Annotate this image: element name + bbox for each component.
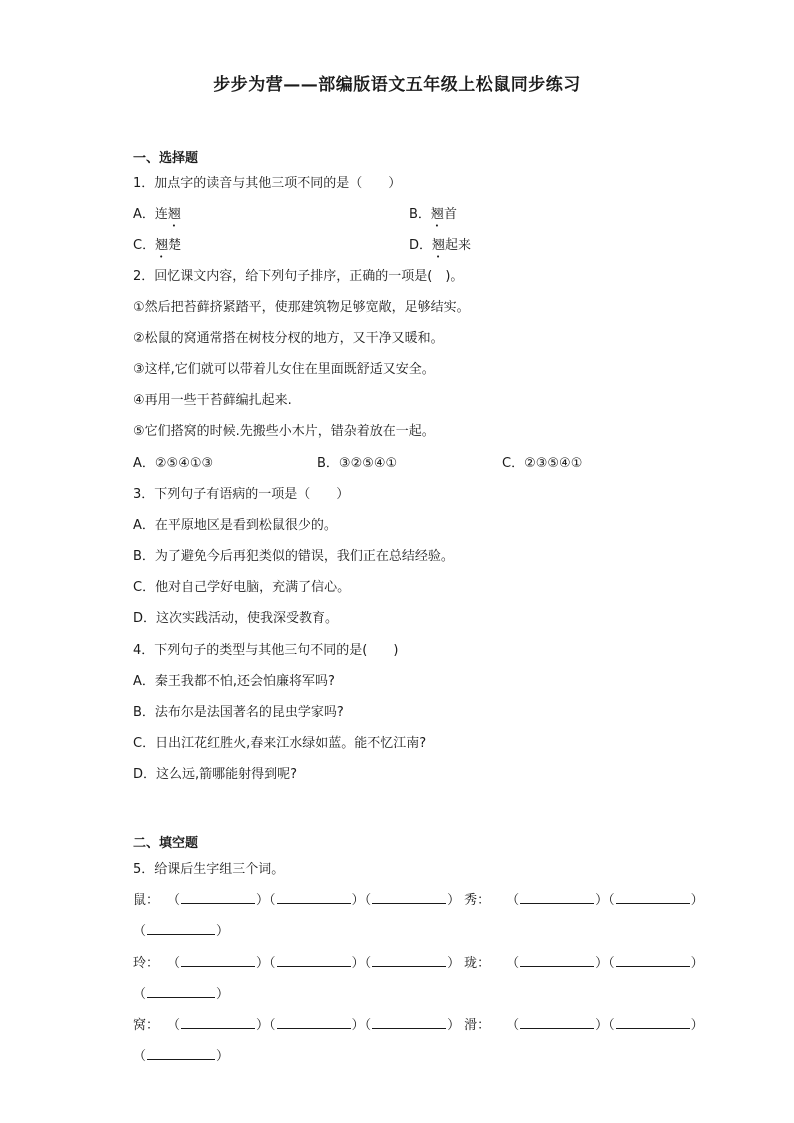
answer-blank[interactable]: [372, 954, 446, 967]
q1-option-d: D．翘起来: [409, 238, 472, 253]
answer-blank[interactable]: [277, 891, 351, 904]
section-heading-choice: 一、选择题: [133, 151, 199, 166]
q2-option-c: C．②③⑤④①: [502, 456, 583, 471]
answer-blank[interactable]: [372, 891, 446, 904]
q3-option-a: A．在平原地区是看到松鼠很少的。: [133, 518, 337, 533]
q5-row-3: 窝： （ ）（ ）（ ） 滑： （ ）（ ）: [133, 1014, 704, 1033]
answer-blank[interactable]: [616, 891, 690, 904]
q2-sentence-3: ③这样,它们就可以带着儿女住在里面既舒适又安全。: [133, 362, 435, 377]
answer-blank[interactable]: [181, 891, 255, 904]
q2-stem: 2．回忆课文内容，给下列句子排序，正确的一项是( )。: [133, 269, 464, 284]
q5-row-3-wrap: （ ）: [133, 1049, 230, 1064]
q1-option-c: C．翘楚: [133, 238, 182, 253]
section-heading-fill: 二、填空题: [133, 836, 199, 851]
q2-sentence-5: ⑤它们搭窝的时候.先搬些小木片，错杂着放在一起。: [133, 424, 435, 439]
answer-blank[interactable]: [372, 1016, 446, 1029]
q5-row-2: 玲： （ ）（ ）（ ） 珑： （ ）（ ）: [133, 952, 704, 971]
answer-blank[interactable]: [181, 954, 255, 967]
answer-blank[interactable]: [277, 954, 351, 967]
q2-option-a: A．②⑤④①③: [133, 456, 214, 471]
q5-row-2-char-2: 珑：: [464, 956, 491, 971]
q3-option-d: D．这次实践活动，使我深受教育。: [133, 611, 339, 626]
q5-row-2-wrap: （ ）: [133, 987, 230, 1002]
q4-option-c: C．日出江花红胜火,春来江水绿如蓝。能不忆江南?: [133, 736, 427, 751]
q5-row-1-char-1: 鼠：: [133, 893, 160, 908]
answer-blank[interactable]: [520, 954, 594, 967]
answer-blank[interactable]: [147, 1047, 215, 1060]
q5-row-1-char-2: 秀：: [464, 893, 491, 908]
q4-option-d: D．这么远,箭哪能射得到呢?: [133, 767, 298, 782]
q1-option-b: B．翘首: [409, 207, 457, 222]
q3-option-b: B．为了避免今后再犯类似的错误，我们正在总结经验。: [133, 549, 454, 564]
q4-option-a: A．秦王我都不怕,还会怕廉将军吗?: [133, 674, 335, 689]
q5-row-3-char-2: 滑：: [464, 1018, 491, 1033]
q5-row-1: 鼠： （ ）（ ）（ ） 秀： （ ）（ ）: [133, 889, 704, 908]
document-title: 步步为营——部编版语文五年级上松鼠同步练习: [213, 75, 581, 95]
q2-sentence-2: ②松鼠的窝通常搭在树枝分杈的地方，又干净又暖和。: [133, 331, 444, 346]
q5-row-3-char-1: 窝：: [133, 1018, 160, 1033]
answer-blank[interactable]: [147, 922, 215, 935]
answer-blank[interactable]: [147, 985, 215, 998]
q4-stem: 4．下列句子的类型与其他三句不同的是( ): [133, 643, 399, 658]
answer-blank[interactable]: [520, 1016, 594, 1029]
answer-blank[interactable]: [181, 1016, 255, 1029]
q1-stem: 1．加点字的读音与其他三项不同的是（ ）: [133, 176, 402, 191]
answer-blank[interactable]: [616, 1016, 690, 1029]
answer-blank[interactable]: [277, 1016, 351, 1029]
q5-row-1-wrap: （ ）: [133, 924, 230, 939]
answer-blank[interactable]: [616, 954, 690, 967]
q5-stem: 5．给课后生字组三个词。: [133, 862, 285, 877]
q2-option-b: B．③②⑤④①: [317, 456, 398, 471]
q5-row-2-char-1: 玲：: [133, 956, 160, 971]
q2-sentence-4: ④再用一些干苔藓编扎起来.: [133, 393, 292, 408]
q3-option-c: C．他对自己学好电脑，充满了信心。: [133, 580, 351, 595]
answer-blank[interactable]: [520, 891, 594, 904]
q1-option-a: A．连翘: [133, 207, 181, 222]
q4-option-b: B．法布尔是法国著名的昆虫学家吗?: [133, 705, 344, 720]
q3-stem: 3．下列句子有语病的一项是（ ）: [133, 487, 350, 502]
q2-sentence-1: ①然后把苔藓挤紧踏平，使那建筑物足够宽敞，足够结实。: [133, 300, 470, 315]
